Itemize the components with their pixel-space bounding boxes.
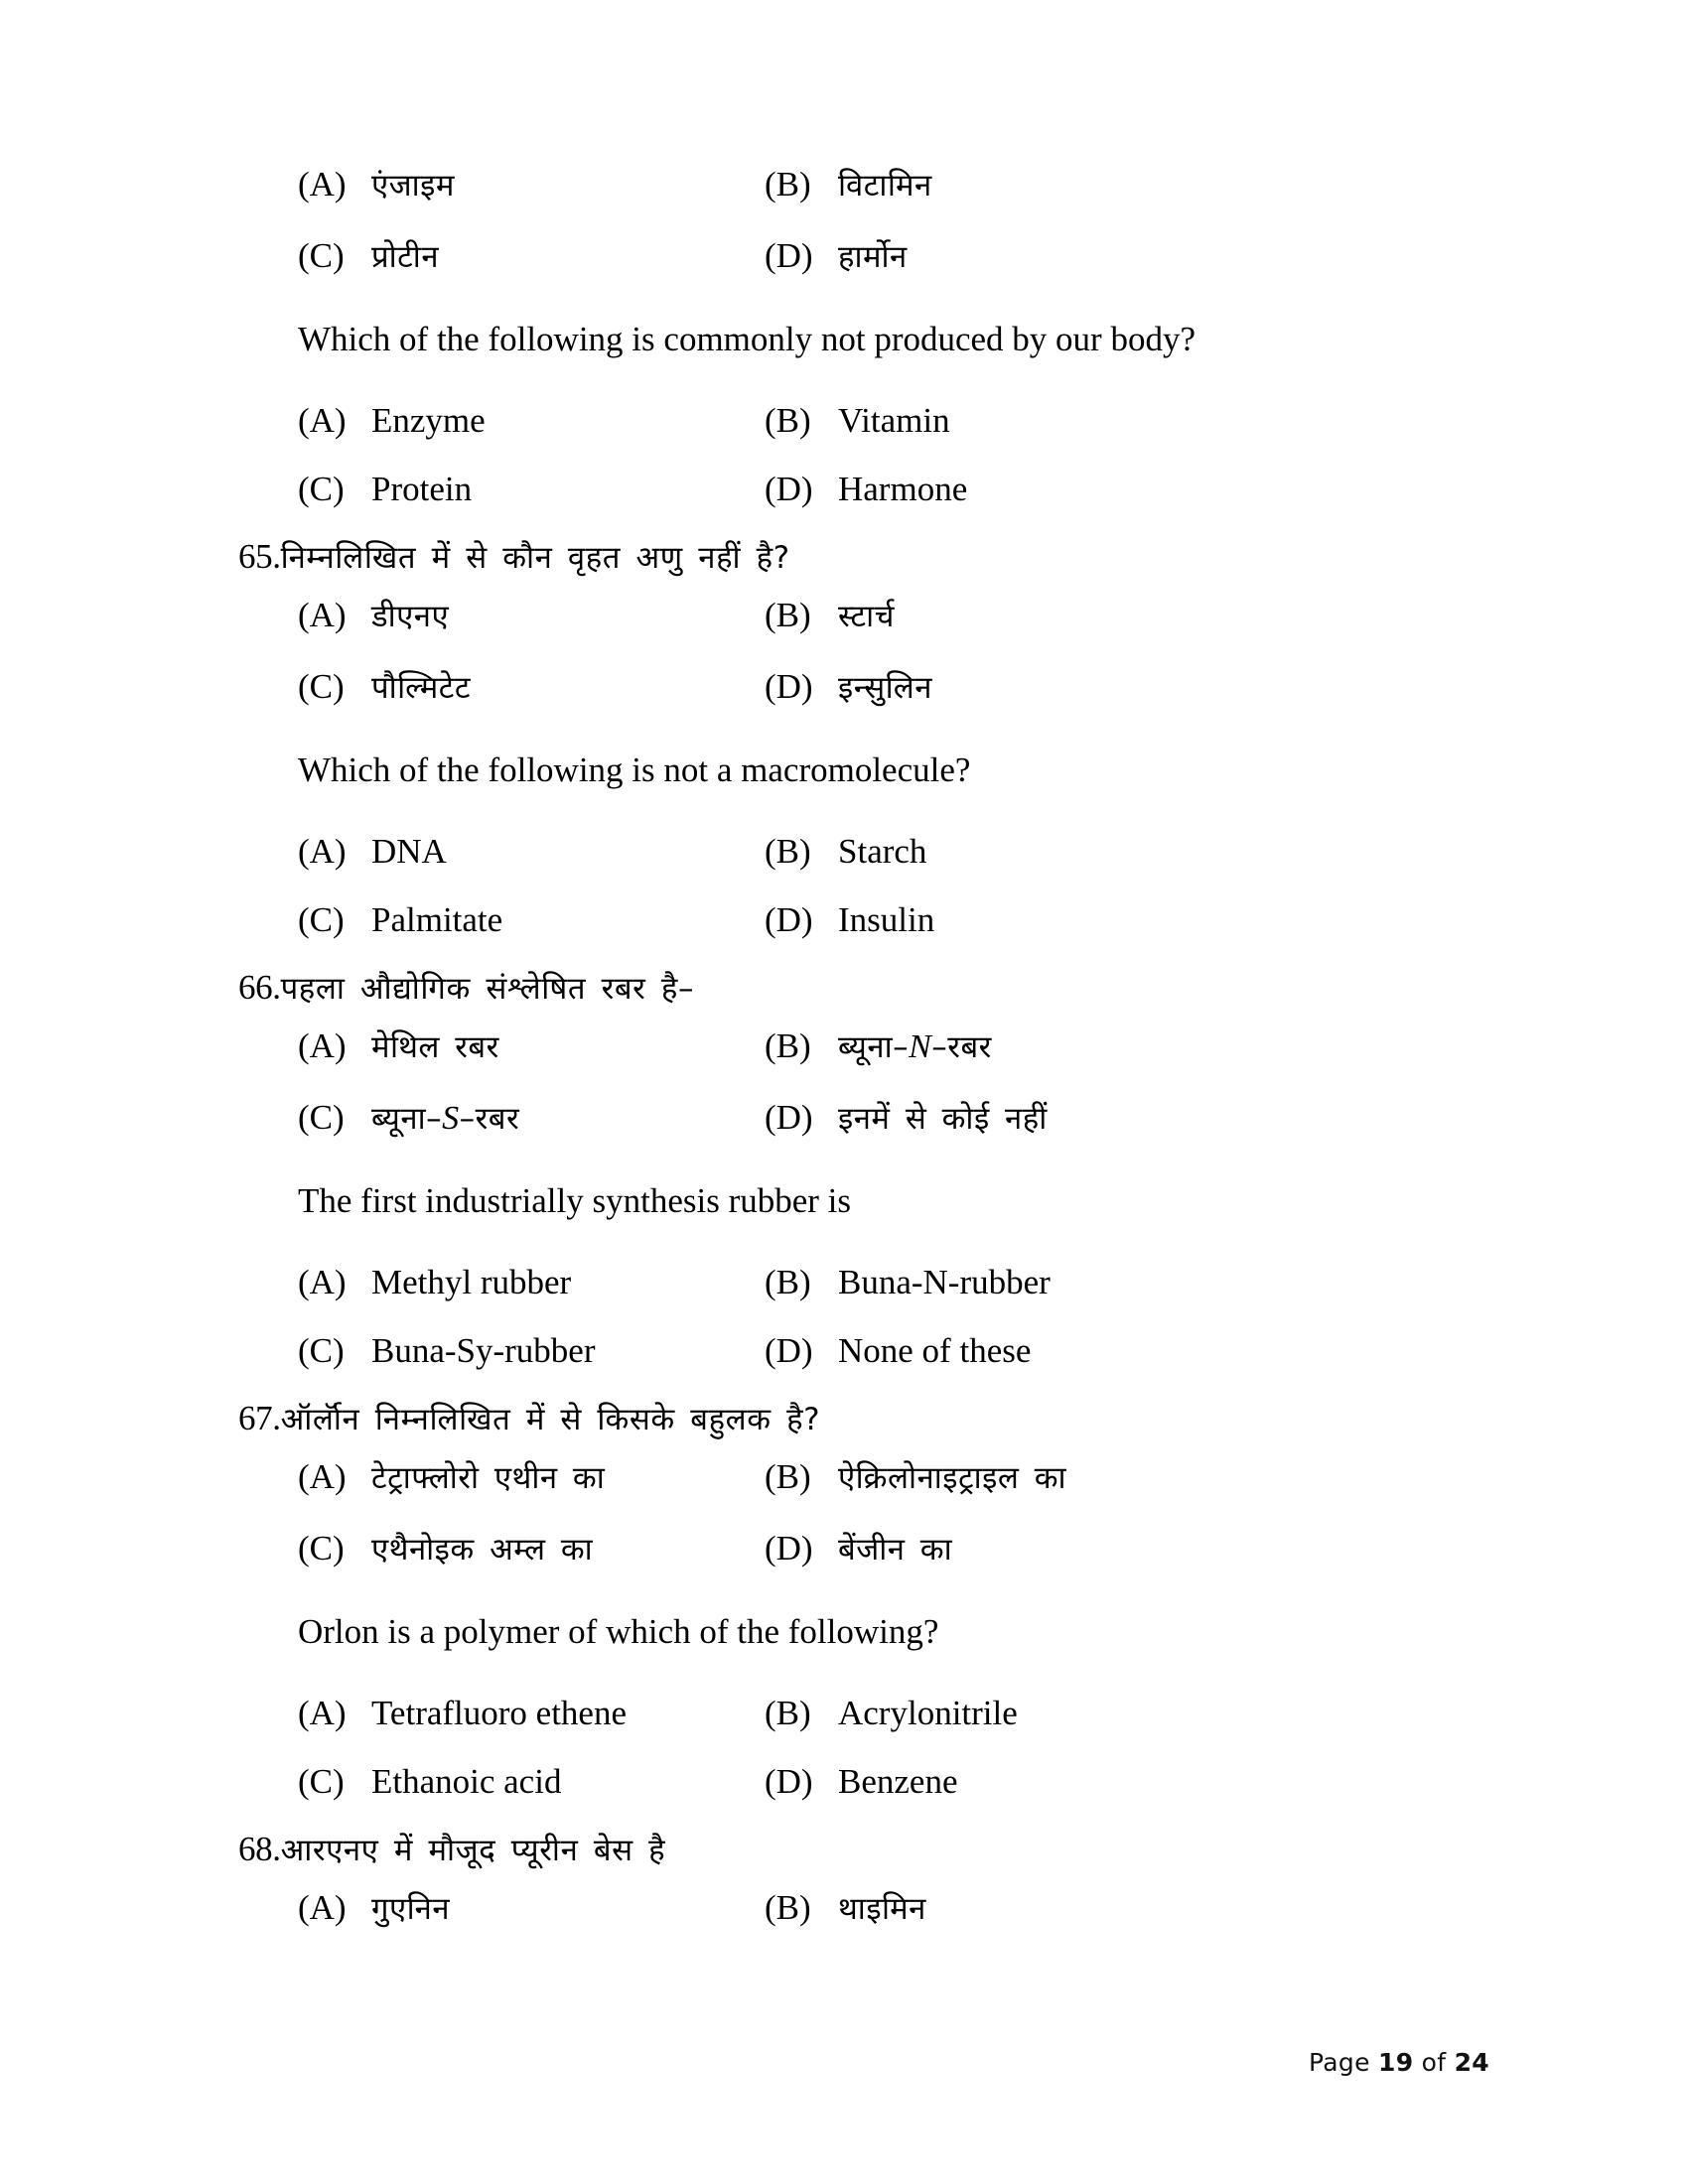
footer-total-pages: 24 [1454,2048,1489,2077]
option-key: (A) [298,1457,347,1496]
option-d[interactable] [765,1513,1489,1584]
option-key: (A) [298,165,347,204]
option-d[interactable] [765,220,1489,292]
option-c[interactable] [298,886,765,954]
option-b[interactable] [765,1679,1489,1747]
option-a[interactable] [298,1248,765,1316]
option-key: (B) [765,1693,811,1732]
option-a[interactable] [298,1679,765,1747]
question-number: 65. [238,537,281,576]
option-label [371,1097,519,1139]
footer-middle: of [1421,2048,1447,2077]
option-key: (A) [298,1888,347,1927]
option-key: (D) [765,236,813,275]
hindi-stem-q67 [238,1401,1489,1435]
option-label: Protein [371,469,473,508]
option-label: Tetrafluoro ethene [371,1693,627,1732]
option-c[interactable] [298,1316,765,1385]
option-key: (B) [765,165,811,204]
option-label: DNA [371,831,447,871]
option-c[interactable] [298,220,765,292]
english-options-q67-row2 [298,1747,1489,1816]
hindi-options-q65 [298,580,1489,651]
question-block-q68 [238,1830,1489,1944]
hindi-stem-q65 [238,539,1489,574]
english-options-q66 [298,1248,1489,1316]
hindi-options-q67 [298,1441,1489,1513]
option-key: (D) [765,469,813,508]
option-b[interactable] [765,149,1489,220]
option-key: (C) [298,667,345,706]
option-label-text: ब्यूना–S–रबर [371,1100,520,1137]
option-key: (B) [765,1262,811,1301]
hindi-options-q66 [298,1011,1489,1082]
english-options-q65-row2 [298,886,1489,954]
option-key: (D) [765,899,813,939]
option-key: (B) [765,1457,811,1496]
option-label: बेंजीन का [838,1532,953,1568]
option-key: (B) [765,1888,811,1927]
english-stem-q64: Which of the following is commonly not produced by our body? [298,320,1196,358]
question-number: 67. [238,1399,281,1437]
option-key: (A) [298,1026,347,1065]
option-b[interactable] [765,817,1489,886]
question-text: निम्नलिखित में से कौन वृहत अणु नहीं है? [280,540,790,576]
option-key: (D) [765,1098,813,1137]
option-label: प्रोटीन [371,239,440,275]
option-a[interactable] [298,817,765,886]
option-a[interactable] [298,1011,765,1082]
option-key: (A) [298,1262,347,1301]
option-key: (C) [298,1761,345,1801]
footer-prefix: Page [1309,2048,1370,2077]
english-options-q64 [298,386,1489,455]
option-d[interactable] [765,1082,1489,1154]
option-label: एथैनोइक अम्ल का [371,1532,594,1568]
english-options-q66-row2 [298,1316,1489,1385]
question-number: 66. [238,968,281,1007]
option-b[interactable] [765,1248,1489,1316]
question-block-q64 [298,149,1489,523]
option-label: एंजाइम [371,168,455,204]
option-d[interactable] [765,1747,1489,1816]
option-label: None of these [838,1330,1032,1370]
option-label [838,1025,992,1067]
option-label: Enzyme [371,400,486,440]
option-key: (B) [765,596,811,634]
option-label: मेथिल रबर [371,1029,499,1065]
option-label: गुएनिन [371,1891,451,1927]
option-c[interactable] [298,651,765,723]
option-c[interactable] [298,1747,765,1816]
english-options-q64-row2 [298,455,1489,523]
option-label: Ethanoic acid [371,1761,562,1801]
option-b[interactable] [765,1011,1489,1082]
option-key: (C) [298,469,345,508]
hindi-stem-q68 [238,1832,1489,1866]
option-key: (B) [765,400,811,440]
footer-current-page: 19 [1378,2048,1414,2077]
option-label: Benzene [838,1761,958,1801]
hindi-options-q64-row2 [298,220,1489,292]
option-a[interactable] [298,580,765,651]
option-label: Starch [838,831,927,871]
option-label: हार्मोन [838,239,908,275]
option-key: (C) [298,899,345,939]
option-key: (A) [298,400,347,440]
hindi-options-q65-row2 [298,651,1489,723]
option-b[interactable] [765,580,1489,651]
option-label-text: ब्यूना–N–रबर [838,1028,992,1065]
option-label: Buna-Sy-rubber [371,1330,596,1370]
option-label: टेट्राफ्लोरो एथीन का [371,1460,606,1496]
option-key: (C) [298,1330,345,1370]
question-text: आरएनए में मौजूद प्यूरीन बेस है [280,1833,666,1868]
option-key: (D) [765,667,813,706]
option-key: (D) [765,1761,813,1801]
english-stem-q67: Orlon is a polymer of which of the following? [298,1612,939,1651]
hindi-stem-q66 [238,970,1489,1005]
option-label: ऐक्रिलोनाइट्राइल का [838,1460,1067,1496]
option-label: थाइमिन [838,1891,926,1927]
question-block-q67 [238,1399,1489,1816]
option-key: (C) [298,236,345,275]
option-a[interactable] [298,149,765,220]
option-label: Harmone [838,469,968,508]
option-label: Methyl rubber [371,1262,572,1301]
english-stem-q66: The first industrially synthesis rubber is [298,1181,852,1220]
english-options-q65 [298,817,1489,886]
option-label: Palmitate [371,899,503,939]
option-c[interactable] [298,1513,765,1584]
option-label: स्टार्च [838,599,895,634]
hindi-options-q66-row2 [298,1082,1489,1154]
question-number: 68. [238,1830,281,1868]
option-key: (A) [298,831,347,871]
question-text: ऑर्लॉन निम्नलिखित में से किसके बहुलक है? [280,1402,821,1437]
option-label: पौल्मिटेट [371,670,472,706]
option-label: Vitamin [838,400,950,440]
option-key: (B) [765,1026,811,1065]
option-label: Acrylonitrile [838,1693,1018,1732]
option-c[interactable] [298,455,765,523]
option-key: (B) [765,831,811,871]
option-d[interactable] [765,1316,1489,1385]
option-key: (D) [765,1330,813,1370]
option-key: (A) [298,1693,347,1732]
english-options-q67 [298,1679,1489,1747]
english-stem-q65: Which of the following is not a macromolecule? [298,751,971,789]
option-label: इन्सुलिन [838,670,932,706]
hindi-options-q67-row2 [298,1513,1489,1584]
page-footer [1309,2048,1489,2077]
question-block-q65 [238,537,1489,954]
option-d[interactable] [765,651,1489,723]
option-b[interactable] [765,386,1489,455]
question-text: पहला औद्योगिक संश्लेषित रबर है– [280,971,695,1007]
option-a[interactable] [298,1441,765,1513]
option-d[interactable] [765,886,1489,954]
option-key: (C) [298,1098,345,1137]
option-a[interactable] [298,386,765,455]
option-label: विटामिन [838,168,932,204]
option-a[interactable] [298,1872,765,1944]
option-label: इनमें से कोई नहीं [838,1101,1048,1137]
option-label: Insulin [838,899,935,939]
option-c[interactable] [298,1082,765,1154]
option-d[interactable] [765,455,1489,523]
option-label: Buna-N-rubber [838,1262,1051,1301]
option-key: (A) [298,596,347,634]
hindi-options-q68 [298,1872,1489,1944]
option-b[interactable] [765,1441,1489,1513]
hindi-options-q64 [298,149,1489,220]
option-b[interactable] [765,1872,1489,1944]
question-block-q66 [238,968,1489,1385]
option-key: (C) [298,1529,345,1568]
option-key: (D) [765,1529,813,1568]
option-label: डीएनए [371,599,450,634]
